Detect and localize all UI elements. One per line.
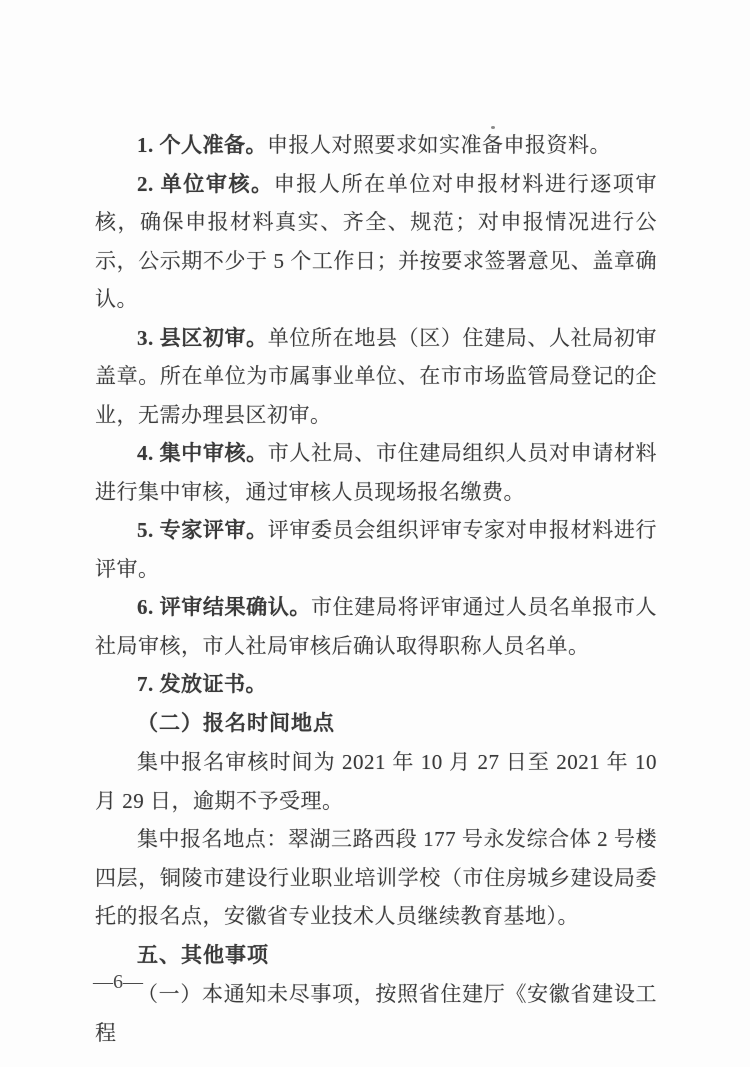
paragraph-text: 集中报名地点：翠湖三路西段 177 号永发综合体 2 号楼四层，铜陵市建设行业职业培训学校（市住房城乡建设局委托的报名点，安徽省专业技术人员继续教育基地）。 bbox=[95, 827, 657, 928]
paragraph-text: 市人社局、市住建局组织人员对申请材料进行集中审核，通过审核人员现场报名缴费。 bbox=[95, 441, 658, 504]
step-number-heading: 1. 个人准备。 bbox=[137, 133, 267, 157]
paragraph-text: 申报人对照要求如实准备申报资料。 bbox=[267, 133, 611, 157]
step-3-county-preliminary-review bbox=[95, 319, 657, 435]
step-1-personal-preparation bbox=[95, 126, 657, 165]
section-heading-text: （二）报名时间地点 bbox=[137, 711, 335, 735]
step-number-heading: 6. 评审结果确认。 bbox=[137, 595, 312, 619]
step-number-heading: 5. 专家评审。 bbox=[137, 518, 268, 542]
section-heading-registration-time-place bbox=[95, 704, 657, 744]
step-5-expert-evaluation bbox=[95, 511, 657, 588]
step-4-centralized-review bbox=[95, 434, 657, 511]
step-2-unit-review bbox=[95, 165, 657, 319]
registration-place-paragraph bbox=[95, 820, 657, 936]
step-number-heading: 4. 集中审核。 bbox=[137, 441, 268, 465]
step-number-heading: 2. 单位审核。 bbox=[137, 171, 274, 196]
other-matters-paragraph bbox=[95, 975, 657, 1052]
section-heading-other-matters bbox=[95, 936, 657, 976]
paragraph-text: 集中报名审核时间为 2021 年 10 月 27 日至 2021 年 10 月 29 日，逾期不予受理。 bbox=[95, 750, 657, 813]
step-7-certificate-issuance bbox=[95, 665, 657, 704]
step-number-heading: 7. 发放证书。 bbox=[137, 672, 267, 696]
step-6-result-confirmation bbox=[95, 588, 657, 665]
document-body bbox=[95, 126, 657, 1052]
paragraph-text: （一）本通知未尽事项，按照省住建厅《安徽省建设工程 bbox=[95, 982, 657, 1045]
section-heading-text: 五、其他事项 bbox=[137, 943, 269, 967]
registration-time-paragraph bbox=[95, 743, 657, 820]
paragraph-text: 评审委员会组织评审专家对申报材料进行评审。 bbox=[95, 518, 658, 581]
paragraph-text: 单位所在地县（区）住建局、人社局初审盖章。所在单位为市属事业单位、在市市场监管局登记的企业，无需办理县区初审。 bbox=[95, 325, 658, 427]
page-number: —6— bbox=[93, 971, 143, 993]
step-number-heading: 3. 县区初审。 bbox=[137, 325, 268, 350]
paragraph-text: 申报人所在单位对申报材料进行逐项审核，确保申报材料真实、齐全、规范；对申报情况进行公示，公示期不少于 5 个工作日；并按要求签署意见、盖章确认。 bbox=[95, 171, 658, 311]
paragraph-text: 市住建局将评审通过人员名单报市人社局审核，市人社局审核后确认取得职称人员名单。 bbox=[95, 595, 658, 658]
